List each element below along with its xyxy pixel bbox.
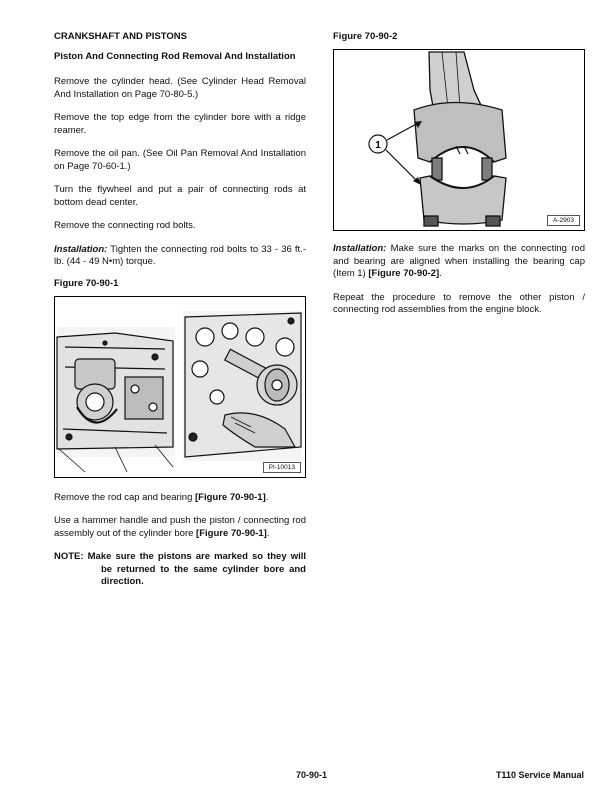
figure-1-box — [54, 296, 306, 478]
step-turn-flywheel: Turn the flywheel and put a pair of connecting rods at bottom dead center. — [54, 184, 306, 208]
step-ridge-reamer: Remove the top edge from the cylinder bore with a ridge reamer. — [54, 112, 306, 136]
installation-torque-note — [54, 244, 306, 269]
note-mark-pistons: NOTE: Make sure the pistons are marked so they will be returned to the same cylinder bore and direction. — [54, 551, 306, 587]
page-number: 70-90-1 — [296, 770, 328, 780]
connecting-rod-drawing — [414, 52, 506, 226]
step-remove-rod-cap-text: Remove the rod cap and bearing — [54, 491, 196, 503]
period: . — [265, 491, 269, 503]
step-push-piston — [54, 515, 306, 540]
figure-2-reference: [Figure 70-90-2] — [368, 268, 440, 279]
left-column — [54, 31, 306, 589]
figure-1-illustration — [55, 297, 305, 477]
installation-torque-text: Tighten the connecting rod bolts to 33 - 36 ft.-lb. (44 - 49 N•m) torque. — [54, 243, 306, 267]
figure-1-id: PI-10013 — [263, 462, 301, 473]
figure-2-illustration — [334, 50, 584, 230]
period: . — [439, 268, 442, 279]
manual-title: T110 Service Manual — [495, 770, 584, 780]
step-repeat-procedure: Repeat the procedure to remove the other piston / connecting rod assemblies from the engine block. — [333, 291, 585, 315]
engine-block-photo — [57, 327, 175, 472]
step-push-piston-text: Use a hammer handle and push the piston / connecting rod assembly out of the cylinder bore — [54, 515, 306, 539]
figure-2-box — [333, 49, 585, 231]
step-remove-oil-pan: Remove the oil pan. (See Oil Pan Removal And Installation on Page 70-60-1.) — [54, 148, 306, 172]
figure-2-label: Figure 70-90-2 — [333, 31, 398, 42]
step-remove-rod-bolts: Remove the connecting rod bolts. — [54, 220, 196, 231]
figure-2-id: A-2903 — [547, 215, 580, 226]
installation-label: Installation: — [54, 243, 108, 255]
installation-label: Installation: — [333, 243, 387, 254]
step-remove-rod-cap — [54, 492, 306, 505]
callout-leader-lower — [386, 150, 418, 182]
callout-leader-upper — [387, 122, 420, 140]
figure-1-label: Figure 70-90-1 — [54, 277, 119, 289]
period: . — [266, 527, 270, 539]
step-remove-cylinder-head: Remove the cylinder head. (See Cylinder Head Removal And Installation on Page 70-80-5.) — [54, 76, 306, 100]
section-title: CRANKSHAFT AND PISTONS — [54, 31, 188, 42]
right-column — [333, 31, 585, 328]
subsection-title: Piston And Connecting Rod Removal And Installation — [54, 51, 296, 62]
installation-marks-note — [333, 243, 585, 281]
figure-1-reference: [Figure 70-90-1] — [195, 491, 266, 503]
callout-number: 1 — [375, 140, 381, 151]
piston-removal-photo — [183, 311, 301, 461]
figure-1-reference: [Figure 70-90-1] — [196, 527, 267, 539]
installation-marks-text: Make sure the marks on the connecting rod and bearing are aligned when installing the bearing cap (Item 1) — [333, 243, 585, 279]
